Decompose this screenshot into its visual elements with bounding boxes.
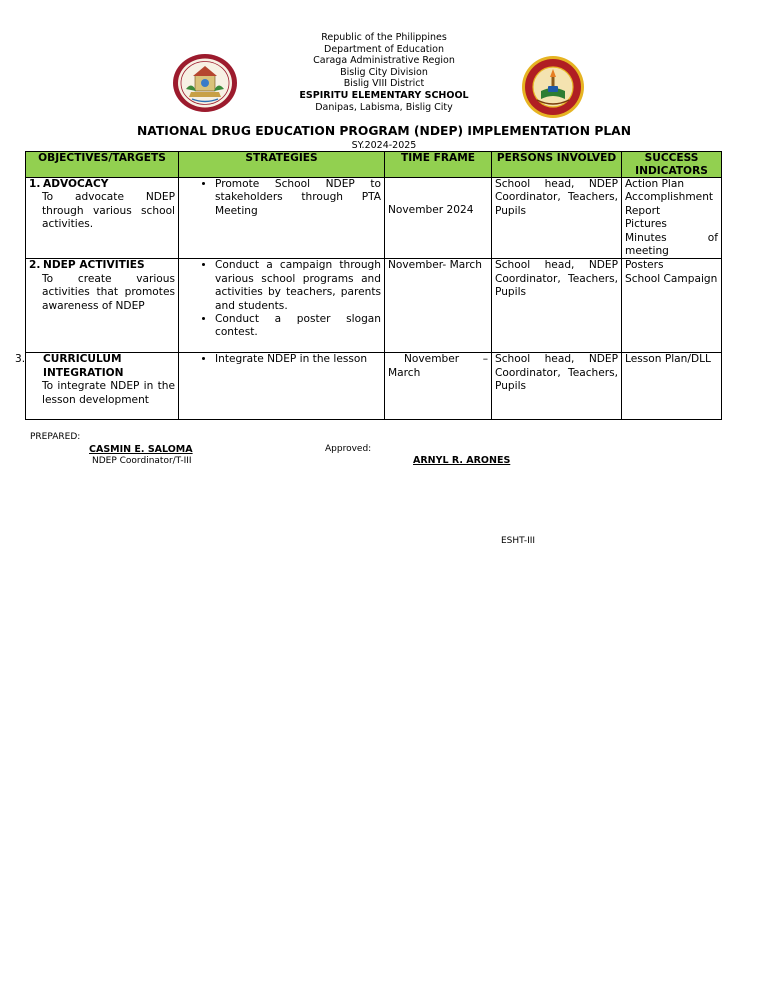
objective-cell [26, 178, 179, 259]
header-line-republic: Republic of the Philippines [321, 32, 447, 43]
strategy-item: • Conduct a poster slogan contest. [215, 313, 381, 340]
strategies-cell [179, 259, 385, 353]
objective-heading: CURRICULUM INTEGRATION [43, 353, 124, 379]
time-frame-text: November 2024 [388, 204, 474, 216]
indicator-item: Accomplishment Report [625, 191, 714, 217]
preparer-name: CASMIN E. SALOMA [89, 444, 193, 455]
indicators-cell [622, 259, 722, 353]
indicators-cell [622, 178, 722, 259]
implementation-plan-table [15, 151, 722, 420]
persons-cell: School head, NDEP Coordinator, Teachers, Pupils [492, 353, 622, 420]
deped-bislig-division-seal-icon [172, 53, 238, 113]
objective-text: To advocate NDEP through various school activities. [42, 191, 175, 231]
row-number: 2. [29, 259, 41, 272]
strategies-cell [179, 178, 385, 259]
indicator-item: Minutes of meeting [625, 231, 718, 258]
objective-cell [26, 259, 179, 353]
persons-cell: School head, NDEP Coordinator, Teachers, Pupils [492, 259, 622, 353]
indicators-cell: Lesson Plan/DLL [622, 353, 722, 420]
preparer-title: NDEP Coordinator/T-III [92, 456, 192, 466]
header-line-division: Bislig City Division [340, 66, 428, 78]
persons-cell: School head, NDEP Coordinator, Teachers, Pupils [492, 178, 622, 259]
row-number: 3. [15, 353, 26, 366]
indicator-item: Action Plan [625, 178, 685, 190]
strategy-item: • Promote School NDEP to stakeholders through PTA Meeting [215, 178, 381, 218]
column-header-persons-involved: PERSONS INVOLVED [492, 152, 622, 178]
strategy-item: • Conduct a campaign through various school programs and activities by teachers, parents and students. [215, 259, 381, 313]
time-frame-cell: November- March [385, 259, 492, 353]
objective-heading: NDEP ACTIVITIES [43, 259, 145, 272]
table-row [26, 178, 722, 259]
table-header-row [26, 152, 722, 178]
objective-heading: ADVOCACY [43, 178, 109, 190]
objective-cell [15, 353, 179, 420]
header-line-region: Caraga Administrative Region [313, 55, 455, 67]
time-frame-cell: November – March [385, 353, 492, 420]
school-address: Danipas, Labisma, Bislig City [315, 101, 453, 113]
header-line-deped: Department of Education [324, 43, 444, 55]
school-year: SY.2024-2025 [351, 140, 417, 151]
column-header-objectives: OBJECTIVES/TARGETS [26, 152, 179, 178]
column-header-time-frame: TIME FRAME [385, 152, 492, 178]
row-number: 1. [29, 178, 41, 190]
indicator-item: Pictures [625, 218, 667, 231]
approver-title: ESHT-III [501, 536, 536, 546]
table-row [26, 353, 722, 420]
strategies-cell [179, 353, 385, 420]
strategy-item: • Integrate NDEP in the lesson [215, 353, 381, 366]
indicator-item: School Campaign [625, 272, 718, 285]
prepared-label: PREPARED: [30, 432, 81, 442]
objective-text: To integrate NDEP in the lesson development [42, 380, 175, 406]
document-header [0, 32, 768, 113]
plan-title: NATIONAL DRUG EDUCATION PROGRAM (NDEP) IMPLEMENTATION PLAN [137, 124, 631, 138]
objective-text: To create various activities that promotes awareness of NDEP [42, 272, 175, 312]
indicator-item: Posters [625, 259, 664, 272]
approver-name: ARNYL R. ARONES [413, 455, 511, 466]
header-line-district: Bislig VIII District [343, 78, 425, 90]
espiritu-elementary-school-seal-icon [519, 55, 587, 119]
column-header-success-indicators: SUCCESS INDICATORS [622, 152, 722, 178]
table-row [26, 259, 722, 353]
school-name: ESPIRITU ELEMENTARY SCHOOL [299, 89, 469, 101]
time-frame-cell [385, 178, 492, 259]
approved-label: Approved: [325, 444, 372, 454]
column-header-strategies: STRATEGIES [179, 152, 385, 178]
